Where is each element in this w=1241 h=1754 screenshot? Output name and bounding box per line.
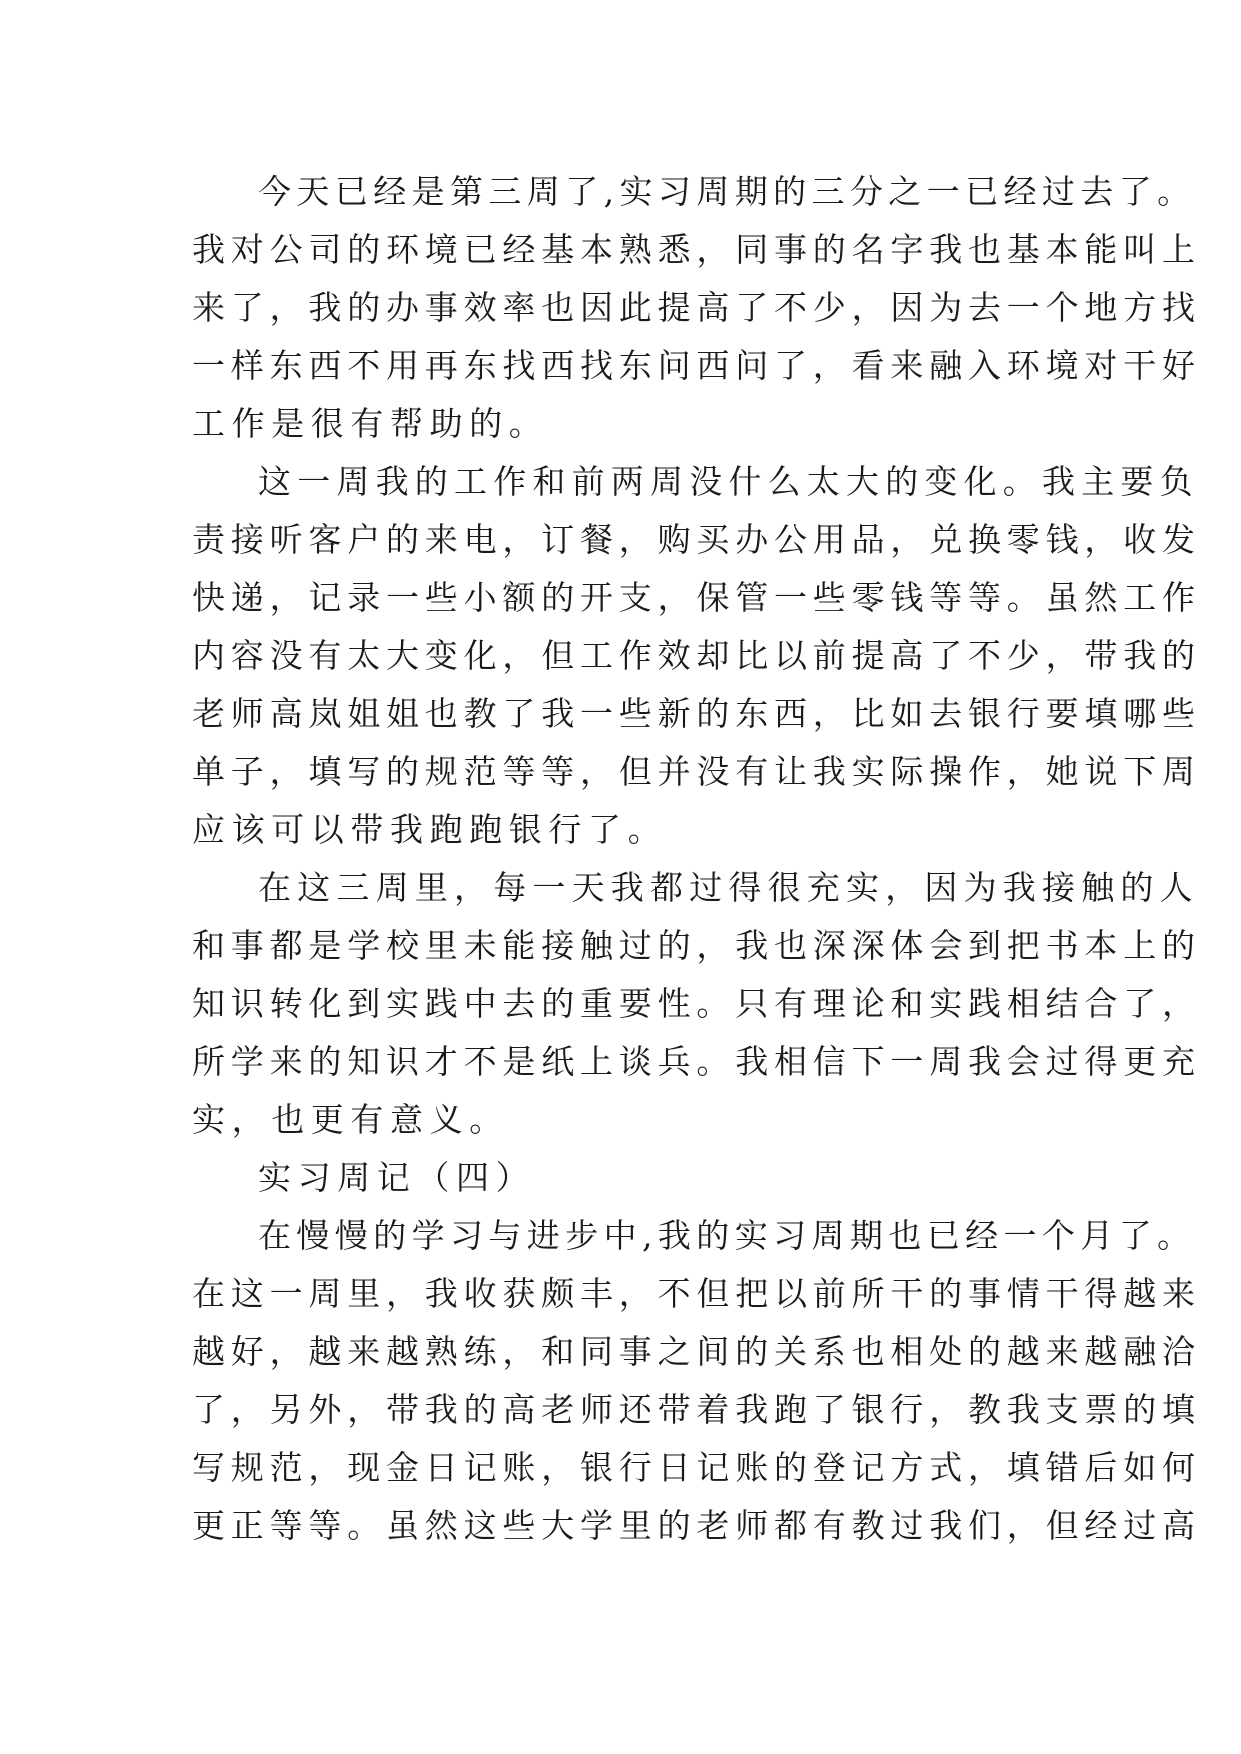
text-line: 工作是很有帮助的。 — [192, 404, 549, 443]
text-line: 今天已经是第三周了,实习周期的三分之一已经过去了。 — [258, 172, 1196, 211]
text-line: 老师高岚姐姐也教了我一些新的东西，比如去银行要填哪些 — [192, 694, 1201, 733]
text-line: 快递，记录一些小额的开支，保管一些零钱等等。虽然工作 — [192, 578, 1201, 617]
text-line: 内容没有太大变化，但工作效却比以前提高了不少，带我的 — [192, 636, 1201, 675]
text-line: 在慢慢的学习与进步中,我的实习周期也已经一个月了。 — [258, 1216, 1196, 1255]
text-line: 一样东西不用再东找西找东问西问了，看来融入环境对干好 — [192, 346, 1201, 385]
text-line: 我对公司的环境已经基本熟悉，同事的名字我也基本能叫上 — [192, 230, 1201, 269]
body-text — [192, 163, 1201, 1555]
text-line: 实，也更有意义。 — [192, 1100, 509, 1139]
text-line: 和事都是学校里未能接触过的，我也深深体会到把书本上的 — [192, 926, 1201, 965]
text-line: 知识转化到实践中去的重要性。只有理论和实践相结合了， — [192, 984, 1201, 1023]
text-line: 实习周记（四） — [258, 1158, 536, 1197]
text-line: 了，另外，带我的高老师还带着我跑了银行，教我支票的填 — [192, 1390, 1201, 1429]
text-line: 所学来的知识才不是纸上谈兵。我相信下一周我会过得更充 — [192, 1042, 1201, 1081]
text-line: 越好，越来越熟练，和同事之间的关系也相处的越来越融洽 — [192, 1332, 1201, 1371]
text-line: 在这三周里，每一天我都过得很充实，因为我接触的人 — [258, 868, 1199, 907]
text-line: 责接听客户的来电，订餐，购买办公用品，兑换零钱，收发 — [192, 520, 1201, 559]
text-line: 更正等等。虽然这些大学里的老师都有教过我们，但经过高 — [192, 1506, 1201, 1545]
text-line: 单子，填写的规范等等，但并没有让我实际操作，她说下周 — [192, 752, 1201, 791]
text-line: 写规范，现金日记账，银行日记账的登记方式，填错后如何 — [192, 1448, 1201, 1487]
text-line: 应该可以带我跑跑银行了。 — [192, 810, 668, 849]
text-line: 在这一周里，我收获颇丰，不但把以前所干的事情干得越来 — [192, 1274, 1201, 1313]
text-line: 来了，我的办事效率也因此提高了不少，因为去一个地方找 — [192, 288, 1201, 327]
text-line: 这一周我的工作和前两周没什么太大的变化。我主要负 — [258, 462, 1199, 501]
